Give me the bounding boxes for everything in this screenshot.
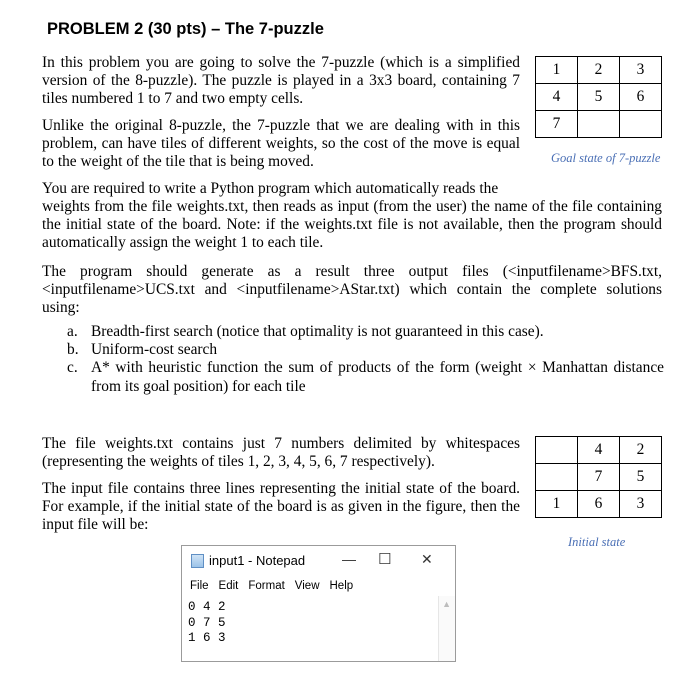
problem-title: PROBLEM 2 (30 pts) – The 7-puzzle	[47, 20, 324, 38]
grid-cell: 5	[578, 84, 620, 111]
list-item	[67, 323, 664, 341]
menu-item-edit[interactable]: Edit	[218, 580, 239, 592]
input-file-paragraph: The input file contains three lines representing the initial state of the board. For example, if the initial state of the board is as given in the figure, then the input file will be:	[42, 480, 520, 534]
close-button[interactable]: ✕	[421, 551, 433, 567]
notepad-window	[181, 545, 456, 662]
list-item-text: Breadth-first search (notice that optimality is not guaranteed in this case).	[91, 323, 544, 340]
program-paragraph-first-line: You are required to write a Python program which automatically reads the	[42, 180, 499, 197]
grid-cell	[620, 111, 662, 138]
grid-cell: 1	[536, 491, 578, 518]
grid-cell: 2	[578, 57, 620, 84]
grid-cell: 5	[620, 464, 662, 491]
grid-cell	[578, 111, 620, 138]
grid-cell: 6	[578, 491, 620, 518]
grid-cell: 2	[620, 437, 662, 464]
notepad-title-bar[interactable]	[182, 546, 455, 576]
menu-item-format[interactable]: Format	[248, 580, 285, 592]
menu-item-view[interactable]: View	[294, 580, 320, 592]
list-item	[67, 359, 664, 395]
weights-paragraph: Unlike the original 8-puzzle, the 7-puzzle that we are dealing with in this problem, can have tiles of different weights, so the cost of the move is equal to the weight of the tile that is being moved.	[42, 117, 520, 171]
menu-item-file[interactable]: File	[190, 580, 209, 592]
notepad-menu-bar	[190, 580, 353, 592]
text-line: 0 7 5	[188, 615, 226, 630]
output-paragraph: The program should generate as a result three output files (<inputfilename>BFS.txt, <inputfilename>UCS.txt and <inputfilename>AStar.txt) which contain the complete solutions using:	[42, 263, 662, 317]
grid-cell: 3	[620, 57, 662, 84]
list-marker: b.	[67, 341, 79, 359]
minimize-button[interactable]: —	[342, 551, 356, 567]
list-marker: c.	[67, 359, 78, 377]
initial-state-caption: Initial state	[568, 535, 626, 549]
maximize-button[interactable]: ☐	[378, 551, 392, 568]
grid-cell: 3	[620, 491, 662, 518]
menu-item-help[interactable]: Help	[329, 580, 354, 592]
text-line: 0 4 2	[188, 600, 226, 614]
grid-cell: 7	[578, 464, 620, 491]
grid-cell: 7	[536, 111, 578, 138]
notepad-icon	[191, 554, 204, 568]
grid-cell: 6	[620, 84, 662, 111]
notepad-text-area[interactable]	[188, 600, 226, 647]
grid-cell	[536, 437, 578, 464]
algorithm-list	[67, 323, 664, 396]
list-marker: a.	[67, 323, 78, 340]
goal-state-grid	[535, 56, 662, 138]
grid-cell	[536, 464, 578, 491]
list-item	[67, 341, 664, 359]
notepad-window-title: input1 - Notepad	[209, 553, 306, 568]
initial-state-grid	[535, 436, 662, 518]
grid-cell: 1	[536, 57, 578, 84]
grid-cell: 4	[578, 437, 620, 464]
goal-state-caption: Goal state of 7-puzzle	[551, 151, 661, 165]
list-item-text: Uniform-cost search	[91, 341, 218, 359]
intro-paragraph: In this problem you are going to solve the 7-puzzle (which is a simplified version of the 8-puzzle). The puzzle is played in a 3x3 board, containing 7 tiles numbered 1 to 7 and two empty cells.	[42, 54, 520, 108]
list-item-text: A* with heuristic function the sum of products of the form (weight × Manhattan distance from its goal position) for each tile	[91, 359, 664, 395]
weights-file-paragraph: The file weights.txt contains just 7 numbers delimited by whitespaces (representing the weights of tiles 1, 2, 3, 4, 5, 6, 7 respectively).	[42, 435, 520, 471]
text-line: 1 6 3	[188, 631, 226, 645]
program-paragraph: weights from the file weights.txt, then reads as input (from the user) the name of the file containing the initial state of the board. Note: if the weights.txt file is not available, then the program should automatically assign the weight 1 to each tile.	[42, 198, 662, 252]
grid-cell: 4	[536, 84, 578, 111]
scroll-up-arrow-icon[interactable]: ▲	[442, 599, 451, 609]
